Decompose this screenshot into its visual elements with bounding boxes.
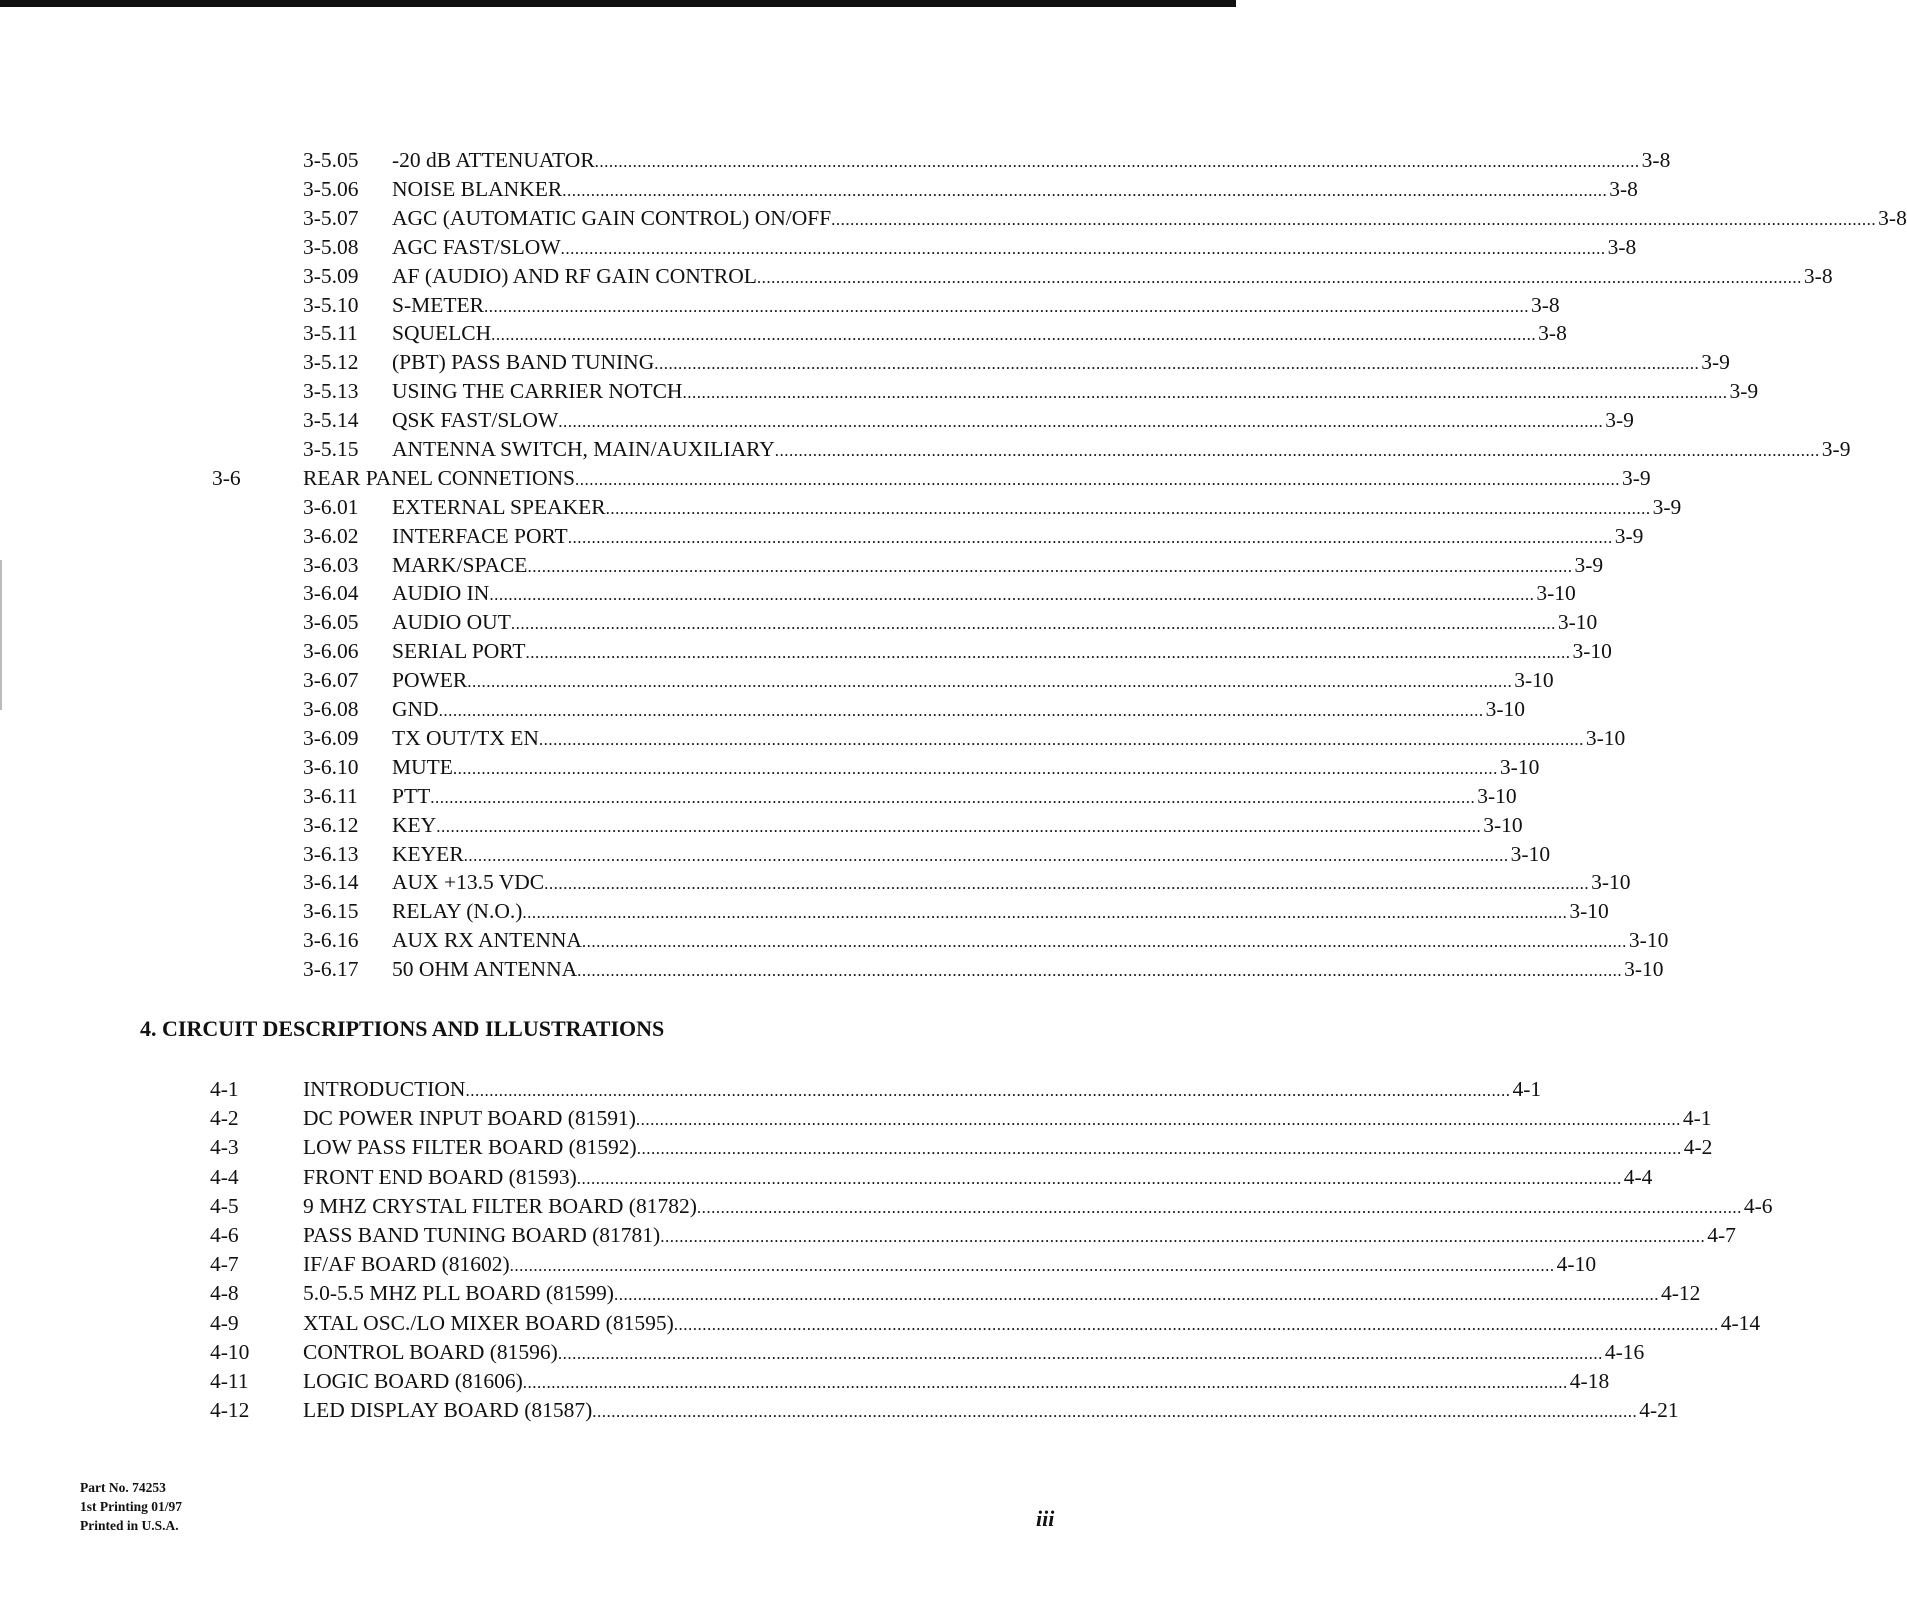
toc-entry-title: NOISE BLANKER [392, 177, 563, 201]
toc-entry-title: AGC (AUTOMATIC GAIN CONTROL) ON/OFF [392, 206, 832, 230]
toc-entry-number: 3-6.14 [303, 870, 359, 894]
toc-entry-page: 4-7 [1707, 1223, 1736, 1247]
toc-entry-number: 3-6.10 [303, 755, 359, 779]
toc-entry-title: AUDIO OUT [392, 610, 511, 634]
toc-leader-dots: ............................................................................................................................................................................................................................ [538, 730, 1584, 749]
toc-row [0, 955, 1664, 983]
toc-entry-page: 4-18 [1569, 1369, 1610, 1393]
toc-entry-page: 4-16 [1604, 1340, 1645, 1364]
toc-leader-dots: ............................................................................................................................................................................................................................ [577, 961, 1623, 980]
toc-entry-number: 4-5 [210, 1194, 239, 1218]
toc-entry-page: 3-8 [1878, 206, 1907, 230]
toc-entry-title: ANTENNA SWITCH, MAIN/AUXILIARY [392, 437, 775, 461]
toc-entry-page: 3-10 [1477, 784, 1517, 808]
toc-row [0, 897, 1609, 925]
toc-entry-number: 3-6.02 [303, 524, 359, 548]
toc-entry-line [392, 608, 1598, 638]
toc-entry-title: POWER [392, 668, 468, 692]
toc-entry-line [303, 1075, 1542, 1105]
toc-row [0, 464, 1651, 492]
toc-leader-dots: ............................................................................................................................................................................................................................ [592, 1402, 1638, 1421]
toc-leader-dots: ............................................................................................................................................................................................................................ [430, 788, 1476, 807]
toc-entry-title: TX OUT/TX EN [392, 726, 539, 750]
toc-entry-title: (PBT) PASS BAND TUNING [392, 350, 655, 374]
toc-entry-page: 3-10 [1569, 899, 1609, 923]
toc-entry-line [303, 1133, 1713, 1163]
toc-entry-number: 4-6 [210, 1223, 239, 1247]
toc-entry-page: 3-9 [1729, 379, 1759, 403]
toc-leader-dots: ............................................................................................................................................................................................................................ [558, 412, 1604, 431]
toc-entry-title: XTAL OSC./LO MIXER BOARD (81595) [303, 1311, 674, 1335]
toc-row [0, 579, 1576, 607]
toc-entry-line [392, 175, 1638, 205]
toc-leader-dots: ............................................................................................................................................................................................................................ [522, 1373, 1568, 1392]
toc-entry-page: 4-6 [1743, 1194, 1773, 1218]
toc-entry-title: FRONT END BOARD (81593) [303, 1165, 577, 1189]
toc-entry-number: 3-6.16 [303, 928, 359, 952]
toc-entry-page: 4-10 [1556, 1252, 1597, 1276]
toc-entry-title: -20 dB ATTENUATOR [392, 148, 595, 172]
toc-leader-dots: ............................................................................................................................................................................................................................ [436, 817, 1482, 836]
toc-entry-number: 4-9 [210, 1311, 239, 1335]
toc-row [0, 1309, 1761, 1337]
toc-entry-title: KEY [392, 813, 437, 837]
toc-leader-dots: ............................................................................................................................................................................................................................ [613, 1285, 1659, 1304]
toc-entry-page: 3-8 [1803, 264, 1833, 288]
toc-entry-page: 3-10 [1572, 639, 1612, 663]
toc-entry-number: 3-5.08 [303, 235, 359, 259]
toc-entry-title: EXTERNAL SPEAKER [392, 495, 606, 519]
toc-entry-number: 3-6.09 [303, 726, 359, 750]
toc-entry-title: AUX +13.5 VDC [392, 870, 545, 894]
toc-entry-number: 3-5.13 [303, 379, 359, 403]
toc-entry-page: 3-10 [1536, 581, 1576, 605]
toc-leader-dots: ............................................................................................................................................................................................................................ [491, 325, 1537, 344]
toc-entry-line [392, 811, 1523, 841]
toc-entry-title: DC POWER INPUT BOARD (81591) [303, 1106, 636, 1130]
toc-entry-number: 4-11 [210, 1369, 249, 1393]
toc-entry-line [392, 782, 1517, 812]
toc-row [0, 695, 1526, 723]
toc-entry-line [392, 377, 1759, 407]
toc-row [0, 1367, 1610, 1395]
toc-entry-title: USING THE CARRIER NOTCH [392, 379, 683, 403]
toc-entry-number: 3-6.12 [303, 813, 359, 837]
toc-leader-dots: ............................................................................................................................................................................................................................ [489, 585, 1535, 604]
toc-entry-line [392, 579, 1576, 609]
toc-entry-page: 3-10 [1628, 928, 1669, 952]
toc-entry-page: 4-14 [1720, 1311, 1761, 1335]
toc-entry-number: 3-5.07 [303, 206, 359, 230]
toc-entry-line [303, 1221, 1736, 1251]
toc-leader-dots: ............................................................................................................................................................................................................................ [467, 672, 1513, 691]
toc-entry-title: LED DISPLAY BOARD (81587) [303, 1398, 593, 1422]
toc-entry-title: MUTE [392, 755, 453, 779]
toc-entry-title: RELAY (N.O.) [392, 899, 523, 923]
toc-entry-title: 9 MHZ CRYSTAL FILTER BOARD (81782) [303, 1194, 697, 1218]
toc-entry-line [303, 1192, 1773, 1222]
toc-entry-number: 3-6.05 [303, 610, 359, 634]
toc-leader-dots: ............................................................................................................................................................................................................................ [483, 297, 1529, 316]
toc-leader-dots: ............................................................................................................................................................................................................................ [831, 210, 1877, 229]
toc-row [0, 291, 1560, 319]
toc-entry-title: 50 OHM ANTENNA [392, 957, 578, 981]
toc-row [0, 319, 1567, 347]
toc-entry-line [392, 724, 1626, 754]
toc-entry-page: 3-8 [1641, 148, 1671, 172]
toc-leader-dots: ............................................................................................................................................................................................................................ [560, 239, 1606, 258]
toc-entry-title: MARK/SPACE [392, 553, 528, 577]
toc-entry-number: 3-6.13 [303, 842, 359, 866]
toc-row [0, 1133, 1713, 1161]
toc-row [0, 1163, 1653, 1191]
toc-entry-line [303, 1338, 1645, 1368]
toc-entry-page: 4-21 [1639, 1398, 1679, 1422]
toc-entry-title: PASS BAND TUNING BOARD (81781) [303, 1223, 661, 1247]
toc-entry-page: 3-9 [1621, 466, 1651, 490]
toc-row [0, 377, 1759, 405]
toc-leader-dots: ............................................................................................................................................................................................................................ [544, 874, 1590, 893]
toc-entry-title: PTT [392, 784, 431, 808]
toc-entry-number: 4-12 [210, 1398, 250, 1422]
toc-entry-line [303, 1163, 1653, 1193]
toc-row [0, 1396, 1679, 1424]
toc-entry-title: QSK FAST/SLOW [392, 408, 559, 432]
toc-entry-page: 3-8 [1609, 177, 1638, 201]
toc-entry-page: 3-10 [1483, 813, 1523, 837]
toc-row [0, 1104, 1712, 1132]
toc-row [0, 551, 1604, 579]
toc-row [0, 348, 1730, 376]
toc-row [0, 868, 1631, 896]
toc-leader-dots: ............................................................................................................................................................................................................................ [581, 932, 1627, 951]
toc-leader-dots: ............................................................................................................................................................................................................................ [673, 1315, 1719, 1334]
toc-entry-page: 3-9 [1614, 524, 1644, 548]
toc-entry-line [392, 551, 1604, 581]
toc-entry-number: 3-5.11 [303, 321, 358, 345]
toc-entry-title: AGC FAST/SLOW [392, 235, 561, 259]
toc-entry-line [303, 1367, 1610, 1397]
toc-entry-page: 3-9 [1821, 437, 1851, 461]
toc-leader-dots: ............................................................................................................................................................................................................................ [525, 643, 1571, 662]
toc-entry-line [392, 522, 1644, 552]
toc-entry-page: 3-9 [1574, 553, 1604, 577]
toc-entry-number: 4-3 [210, 1135, 239, 1159]
toc-leader-dots: ............................................................................................................................................................................................................................ [774, 441, 1820, 460]
printing-date: 1st Printing 01/97 [80, 1499, 183, 1514]
toc-leader-dots: ............................................................................................................................................................................................................................ [522, 903, 1568, 922]
toc-entry-page: 3-10 [1591, 870, 1631, 894]
toc-entry-number: 4-7 [210, 1252, 239, 1276]
toc-row [0, 608, 1598, 636]
toc-entry-number: 3-6.17 [303, 957, 359, 981]
printed-in: Printed in U.S.A. [80, 1518, 179, 1533]
toc-entry-page: 3-9 [1605, 408, 1634, 432]
toc-leader-dots: ............................................................................................................................................................................................................................ [438, 701, 1484, 720]
toc-entry-title: 5.0-5.5 MHZ PLL BOARD (81599) [303, 1281, 614, 1305]
toc-row [0, 1338, 1645, 1366]
toc-row [0, 233, 1637, 261]
toc-entry-title: KEYER [392, 842, 464, 866]
toc-entry-line [392, 406, 1634, 436]
toc-entry-number: 3-6 [212, 466, 241, 490]
toc-row [0, 753, 1540, 781]
toc-entry-number: 3-6.06 [303, 639, 359, 663]
toc-entry-title: CONTROL BOARD (81596) [303, 1340, 558, 1364]
toc-entry-number: 4-8 [210, 1281, 239, 1305]
toc-entry-page: 4-12 [1660, 1281, 1701, 1305]
toc-entry-title: REAR PANEL CONNETIONS [303, 466, 575, 490]
toc-row [0, 1221, 1736, 1249]
toc-entry-line [303, 1309, 1761, 1339]
toc-leader-dots: ............................................................................................................................................................................................................................ [465, 1081, 1511, 1100]
toc-leader-dots: ............................................................................................................................................................................................................................ [452, 759, 1498, 778]
toc-entry-number: 3-6.07 [303, 668, 359, 692]
toc-row [0, 175, 1638, 203]
toc-entry-line [392, 840, 1551, 870]
toc-leader-dots: ............................................................................................................................................................................................................................ [463, 846, 1509, 865]
toc-leader-dots: ............................................................................................................................................................................................................................ [660, 1227, 1706, 1246]
toc-entry-page: 4-2 [1683, 1135, 1713, 1159]
toc-leader-dots: ............................................................................................................................................................................................................................ [696, 1198, 1742, 1217]
toc-leader-dots: ............................................................................................................................................................................................................................ [636, 1139, 1682, 1158]
toc-entry-line [392, 926, 1669, 956]
toc-entry-page: 3-8 [1607, 235, 1637, 259]
toc-entry-line [303, 1250, 1597, 1280]
toc-entry-number: 4-1 [210, 1077, 239, 1101]
toc-leader-dots: ............................................................................................................................................................................................................................ [682, 383, 1728, 402]
toc-entry-page: 4-4 [1623, 1165, 1653, 1189]
toc-entry-page: 3-8 [1538, 321, 1567, 345]
toc-row [0, 204, 1907, 232]
toc-entry-number: 3-6.08 [303, 697, 359, 721]
toc-row [0, 811, 1523, 839]
toc-row [0, 435, 1851, 463]
toc-entry-line [392, 262, 1833, 292]
toc-entry-line [392, 637, 1612, 667]
toc-entry-page: 3-10 [1585, 726, 1626, 750]
toc-entry-line [303, 1104, 1712, 1134]
toc-leader-dots: ............................................................................................................................................................................................................................ [654, 354, 1700, 373]
toc-entry-line [392, 435, 1851, 465]
toc-entry-number: 3-5.09 [303, 264, 359, 288]
toc-row [0, 146, 1671, 174]
toc-entry-number: 3-6.11 [303, 784, 358, 808]
toc-entry-line [303, 464, 1651, 494]
toc-entry-page: 3-9 [1701, 350, 1730, 374]
toc-row [0, 493, 1682, 521]
toc-entry-number: 4-10 [210, 1340, 250, 1364]
toc-row [0, 1279, 1701, 1307]
toc-entry-line [392, 233, 1637, 263]
chapter-heading: 4. CIRCUIT DESCRIPTIONS AND ILLUSTRATIONS [140, 1016, 665, 1041]
scan-top-edge [0, 0, 1236, 7]
toc-entry-number: 3-6.03 [303, 553, 359, 577]
toc-entry-title: AUDIO IN [392, 581, 490, 605]
toc-entry-number: 4-2 [210, 1106, 239, 1130]
toc-row [0, 406, 1634, 434]
toc-entry-line [392, 666, 1554, 696]
toc-entry-line [392, 204, 1907, 234]
toc-leader-dots: ............................................................................................................................................................................................................................ [576, 1169, 1622, 1188]
toc-entry-line [392, 897, 1609, 927]
toc-entry-page: 3-10 [1510, 842, 1551, 866]
toc-row [0, 782, 1517, 810]
toc-row [0, 1250, 1597, 1278]
toc-entry-title: LOW PASS FILTER BOARD (81592) [303, 1135, 637, 1159]
toc-leader-dots: ............................................................................................................................................................................................................................ [509, 1256, 1555, 1275]
page-number: iii [1036, 1506, 1055, 1531]
toc-entry-number: 3-5.10 [303, 293, 359, 317]
toc-row [0, 262, 1833, 290]
toc-entry-title: IF/AF BOARD (81602) [303, 1252, 510, 1276]
toc-entry-title: GND [392, 697, 439, 721]
toc-entry-title: LOGIC BOARD (81606) [303, 1369, 523, 1393]
toc-entry-line [392, 291, 1560, 321]
footer-info [80, 1478, 182, 1535]
toc-entry-number: 3-5.14 [303, 408, 359, 432]
toc-entry-page: 3-10 [1557, 610, 1598, 634]
toc-row [0, 637, 1612, 665]
toc-row [0, 926, 1669, 954]
toc-entry-title: SERIAL PORT [392, 639, 526, 663]
toc-leader-dots: ............................................................................................................................................................................................................................ [574, 470, 1620, 489]
toc-entry-page: 3-10 [1624, 957, 1664, 981]
toc-leader-dots: ............................................................................................................................................................................................................................ [605, 499, 1651, 518]
toc-entry-title: AUX RX ANTENNA [392, 928, 582, 952]
toc-entry-title: AF (AUDIO) AND RF GAIN CONTROL [392, 264, 757, 288]
toc-entry-number: 3-6.15 [303, 899, 359, 923]
toc-leader-dots: ............................................................................................................................................................................................................................ [567, 528, 1613, 547]
toc-row [0, 522, 1644, 550]
toc-leader-dots: ............................................................................................................................................................................................................................ [756, 268, 1802, 287]
toc-entry-line [392, 868, 1631, 898]
toc-entry-number: 3-5.12 [303, 350, 359, 374]
toc-entry-page: 4-1 [1682, 1106, 1712, 1130]
toc-entry-number: 3-5.05 [303, 148, 359, 172]
toc-entry-line [392, 493, 1682, 523]
toc-entry-page: 3-10 [1485, 697, 1526, 721]
toc-entry-page: 3-9 [1652, 495, 1682, 519]
toc-entry-number: 3-5.15 [303, 437, 359, 461]
part-number: Part No. 74253 [80, 1480, 166, 1495]
toc-leader-dots: ............................................................................................................................................................................................................................ [635, 1110, 1681, 1129]
toc-entry-number: 3-6.04 [303, 581, 359, 605]
toc-leader-dots: ............................................................................................................................................................................................................................ [562, 181, 1608, 200]
toc-entry-page: 4-1 [1512, 1077, 1542, 1101]
toc-entry-number: 4-4 [210, 1165, 239, 1189]
toc-row [0, 666, 1554, 694]
toc-entry-line [303, 1279, 1701, 1309]
toc-row [0, 1075, 1542, 1103]
toc-entry-line [392, 348, 1730, 378]
toc-entry-line [392, 319, 1567, 349]
toc-leader-dots: ............................................................................................................................................................................................................................ [557, 1344, 1603, 1363]
toc-entry-line [392, 955, 1664, 985]
toc-entry-page: 3-10 [1499, 755, 1540, 779]
toc-entry-page: 3-10 [1514, 668, 1554, 692]
toc-row [0, 840, 1551, 868]
toc-entry-line [392, 695, 1526, 725]
toc-entry-title: INTRODUCTION [303, 1077, 466, 1101]
toc-entry-page: 3-8 [1530, 293, 1560, 317]
toc-entry-line [392, 753, 1540, 783]
toc-entry-title: INTERFACE PORT [392, 524, 568, 548]
toc-entry-title: S-METER [392, 293, 484, 317]
toc-row [0, 1192, 1773, 1220]
toc-entry-number: 3-6.01 [303, 495, 359, 519]
toc-entry-line [303, 1396, 1679, 1426]
toc-entry-title: SQUELCH [392, 321, 492, 345]
toc-entry-number: 3-5.06 [303, 177, 359, 201]
toc-leader-dots: ............................................................................................................................................................................................................................ [510, 614, 1556, 633]
toc-leader-dots: ............................................................................................................................................................................................................................ [527, 557, 1573, 576]
toc-leader-dots: ............................................................................................................................................................................................................................ [594, 152, 1640, 171]
toc-entry-line [392, 146, 1671, 176]
toc-row [0, 724, 1626, 752]
